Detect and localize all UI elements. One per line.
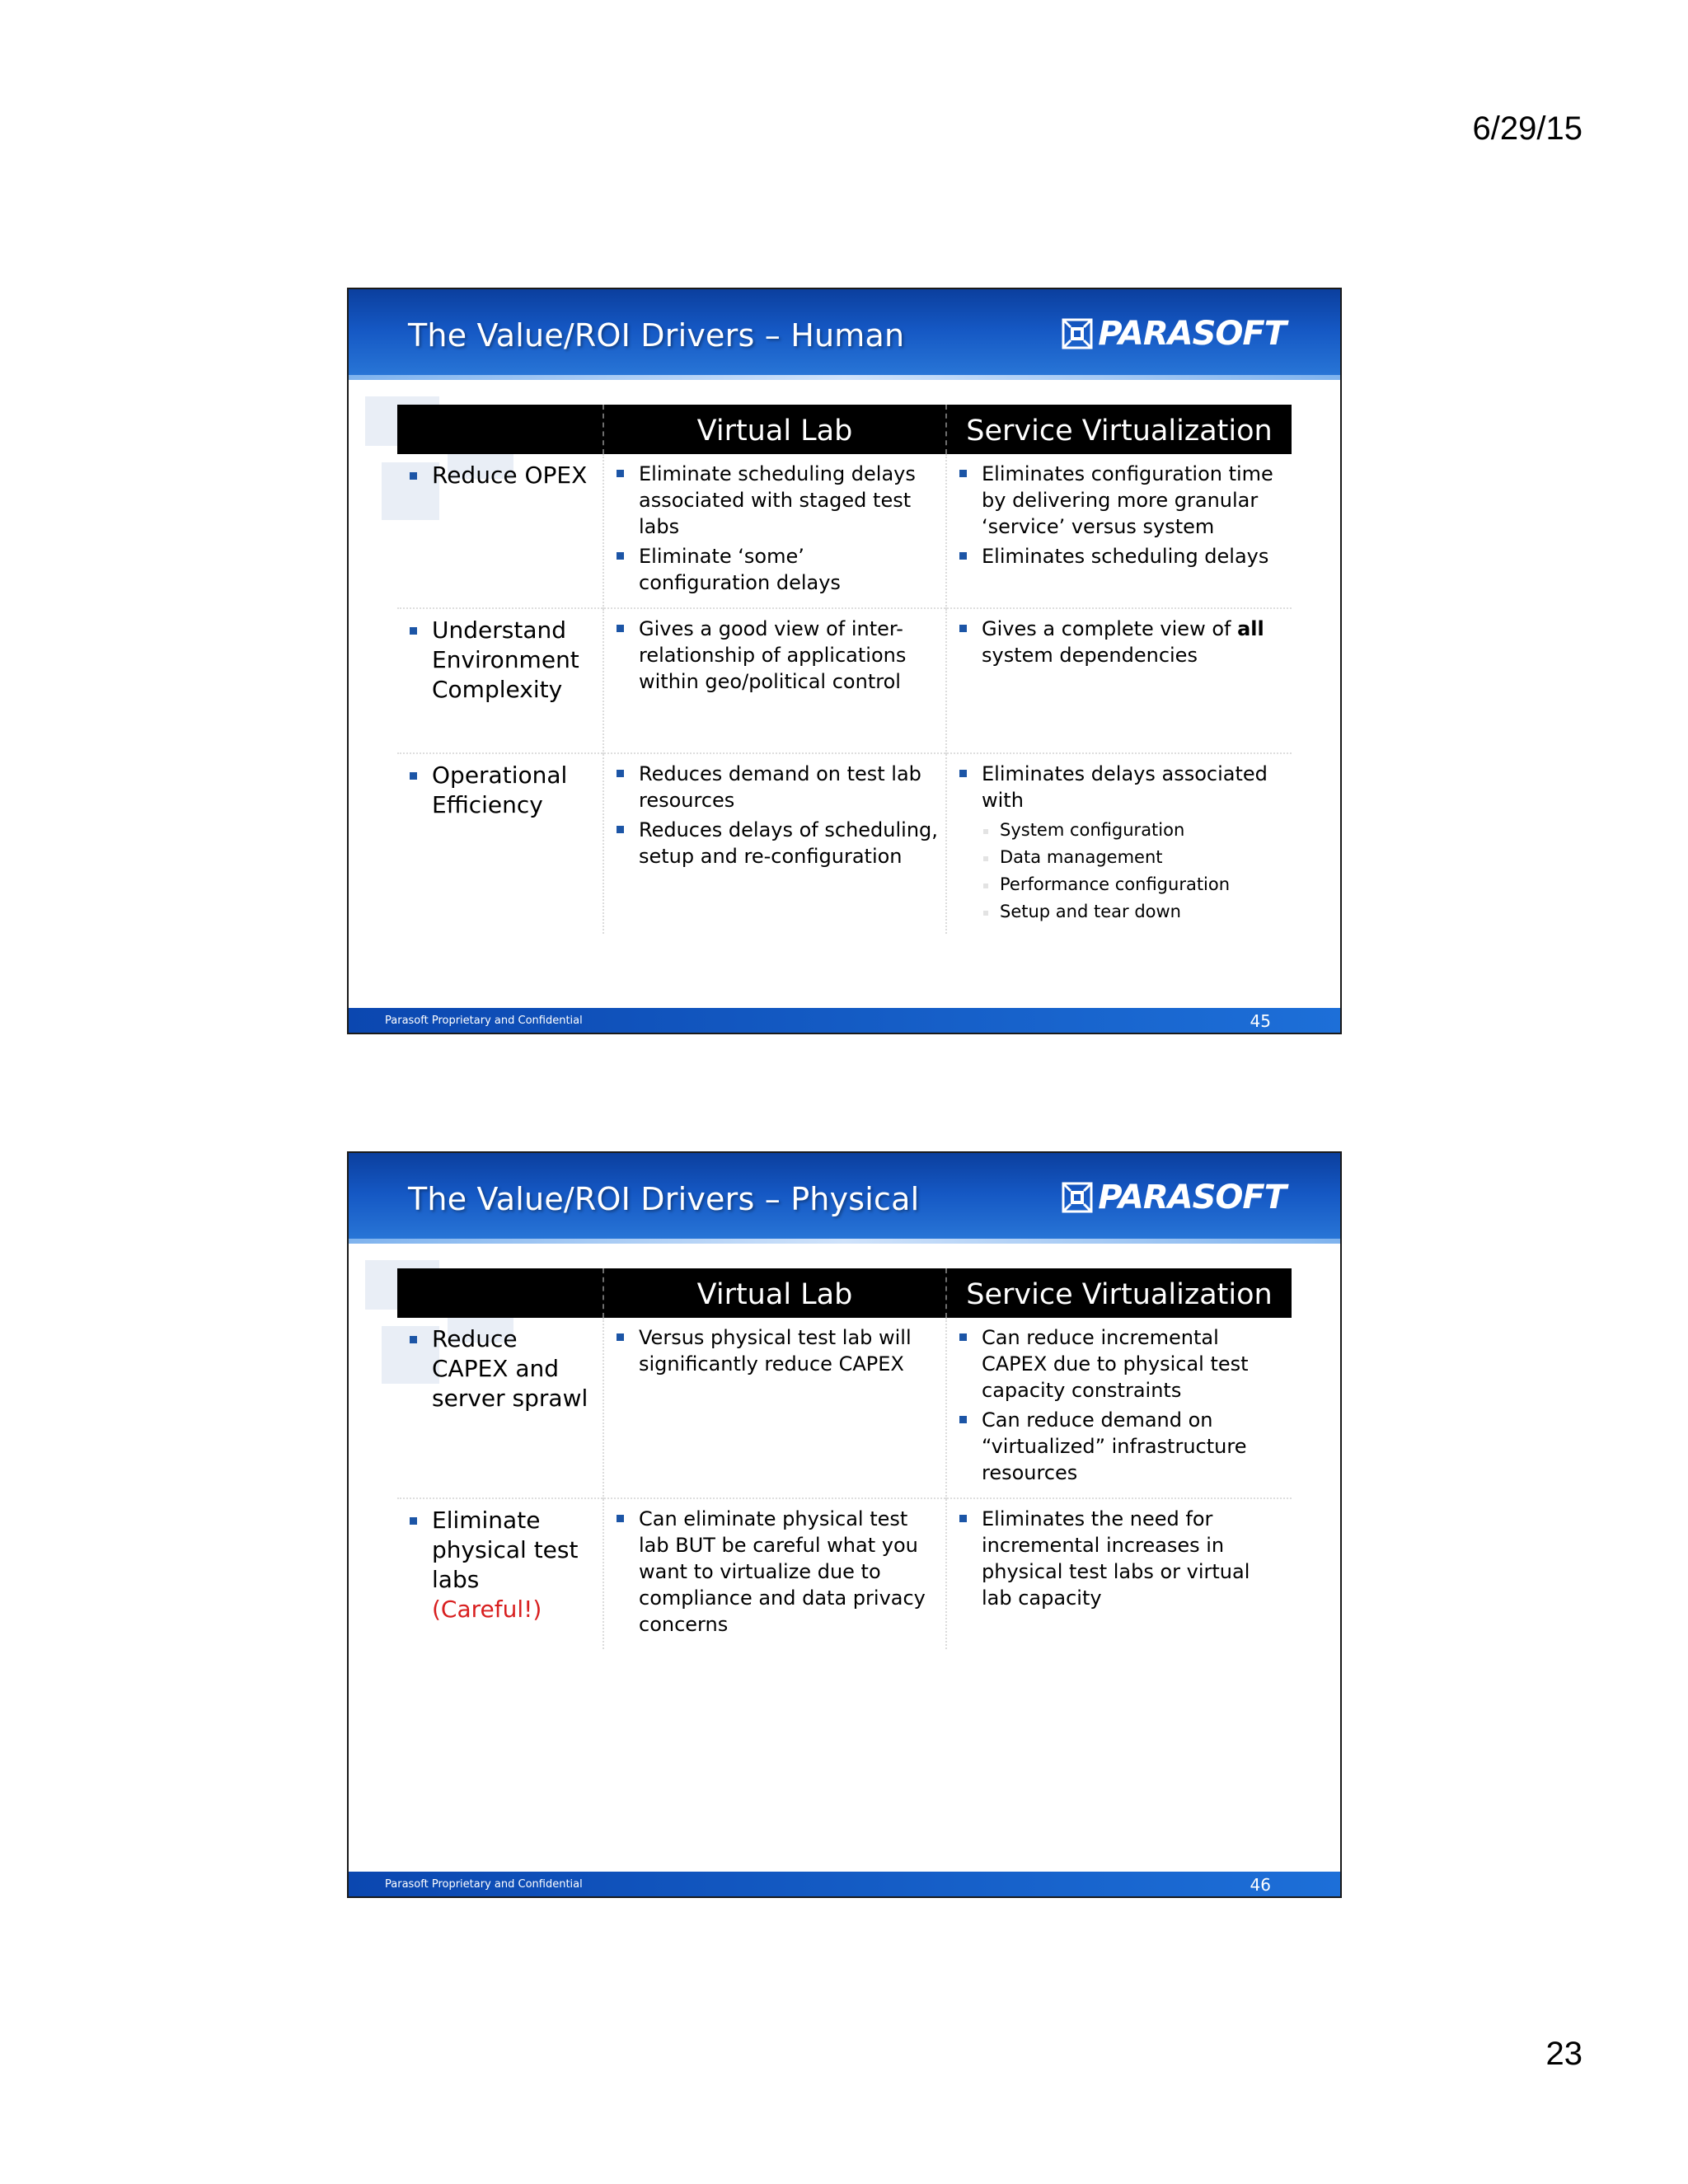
header-virtual-lab: Virtual Lab xyxy=(603,1268,946,1318)
list-item: Eliminate scheduling delays associated with staged test labs xyxy=(614,461,939,540)
list-item: Eliminates configuration time by delivering more granular ‘service’ versus system xyxy=(957,461,1285,540)
slide-header xyxy=(349,1153,1340,1244)
sub-list-item: Performance configuration xyxy=(957,871,1285,898)
slide-number: 45 xyxy=(1250,1011,1271,1031)
comparison-table xyxy=(397,405,1292,934)
header-service-virtualization: Service Virtualization xyxy=(946,1268,1292,1318)
sub-list-item: Setup and tear down xyxy=(957,898,1285,926)
slide-human xyxy=(347,288,1342,1034)
careful-note: (Careful!) xyxy=(432,1596,542,1623)
row-label: Understand Environment Complexity xyxy=(407,616,596,705)
sub-list-item: System configuration xyxy=(957,817,1285,844)
logo-wordmark: PARASOFT xyxy=(1098,315,1286,353)
slide-physical xyxy=(347,1151,1342,1898)
sub-list-item: Data management xyxy=(957,844,1285,871)
list-item: Can reduce incremental CAPEX due to physical test capacity constraints xyxy=(957,1324,1285,1404)
page-number: 23 xyxy=(1545,2036,1582,2072)
list-item: Eliminate ‘some’ configuration delays xyxy=(614,543,939,596)
row-label: Eliminate physical test labs (Careful!) xyxy=(407,1506,596,1624)
comparison-table xyxy=(397,1268,1292,1649)
list-item: Versus physical test lab will significantly reduce CAPEX xyxy=(614,1324,939,1377)
slide-number: 46 xyxy=(1250,1875,1271,1895)
list-item: Gives a good view of inter-relationship of applications within geo/political control xyxy=(614,616,939,695)
list-item: Can reduce demand on “virtualized” infrastructure resources xyxy=(957,1407,1285,1486)
list-item: Eliminates the need for incremental increases in physical test labs or virtual lab capacity xyxy=(957,1506,1285,1611)
header-blank xyxy=(397,405,603,454)
table-row xyxy=(397,753,1292,934)
list-item: Can eliminate physical test lab BUT be careful what you want to virtualize due to compliance and data privacy concerns xyxy=(614,1506,939,1638)
parasoft-logo xyxy=(1062,1178,1286,1217)
list-item: Eliminates delays associated with xyxy=(957,761,1285,813)
parasoft-logo xyxy=(1062,314,1286,354)
row-label: Reduce CAPEX and server sprawl xyxy=(407,1324,596,1413)
footer-text: Parasoft Proprietary and Confidential xyxy=(385,1878,583,1891)
slide-title: The Value/ROI Drivers – Human xyxy=(408,317,905,354)
list-item: Eliminates scheduling delays xyxy=(957,543,1285,569)
slide-title: The Value/ROI Drivers – Physical xyxy=(408,1181,920,1217)
slide-header xyxy=(349,289,1340,380)
header-service-virtualization: Service Virtualization xyxy=(946,405,1292,454)
row-label: Operational Efficiency xyxy=(407,761,596,820)
parasoft-logo-icon xyxy=(1062,318,1093,349)
slide-footer xyxy=(349,1008,1340,1033)
table-row xyxy=(397,1498,1292,1649)
header-virtual-lab: Virtual Lab xyxy=(603,405,946,454)
slide-footer xyxy=(349,1872,1340,1896)
parasoft-logo-icon xyxy=(1062,1182,1093,1213)
table-row xyxy=(397,454,1292,608)
list-item: Reduces demand on test lab resources xyxy=(614,761,939,813)
page-date: 6/29/15 xyxy=(1472,110,1582,147)
table-row xyxy=(397,608,1292,753)
header-blank xyxy=(397,1268,603,1318)
table-row xyxy=(397,1318,1292,1498)
list-item: Gives a complete view of all system dependencies xyxy=(957,616,1285,668)
footer-text: Parasoft Proprietary and Confidential xyxy=(385,1015,583,1027)
logo-wordmark: PARASOFT xyxy=(1098,1179,1286,1216)
row-label: Reduce OPEX xyxy=(407,461,596,490)
list-item: Reduces delays of scheduling, setup and re-configuration xyxy=(614,817,939,869)
